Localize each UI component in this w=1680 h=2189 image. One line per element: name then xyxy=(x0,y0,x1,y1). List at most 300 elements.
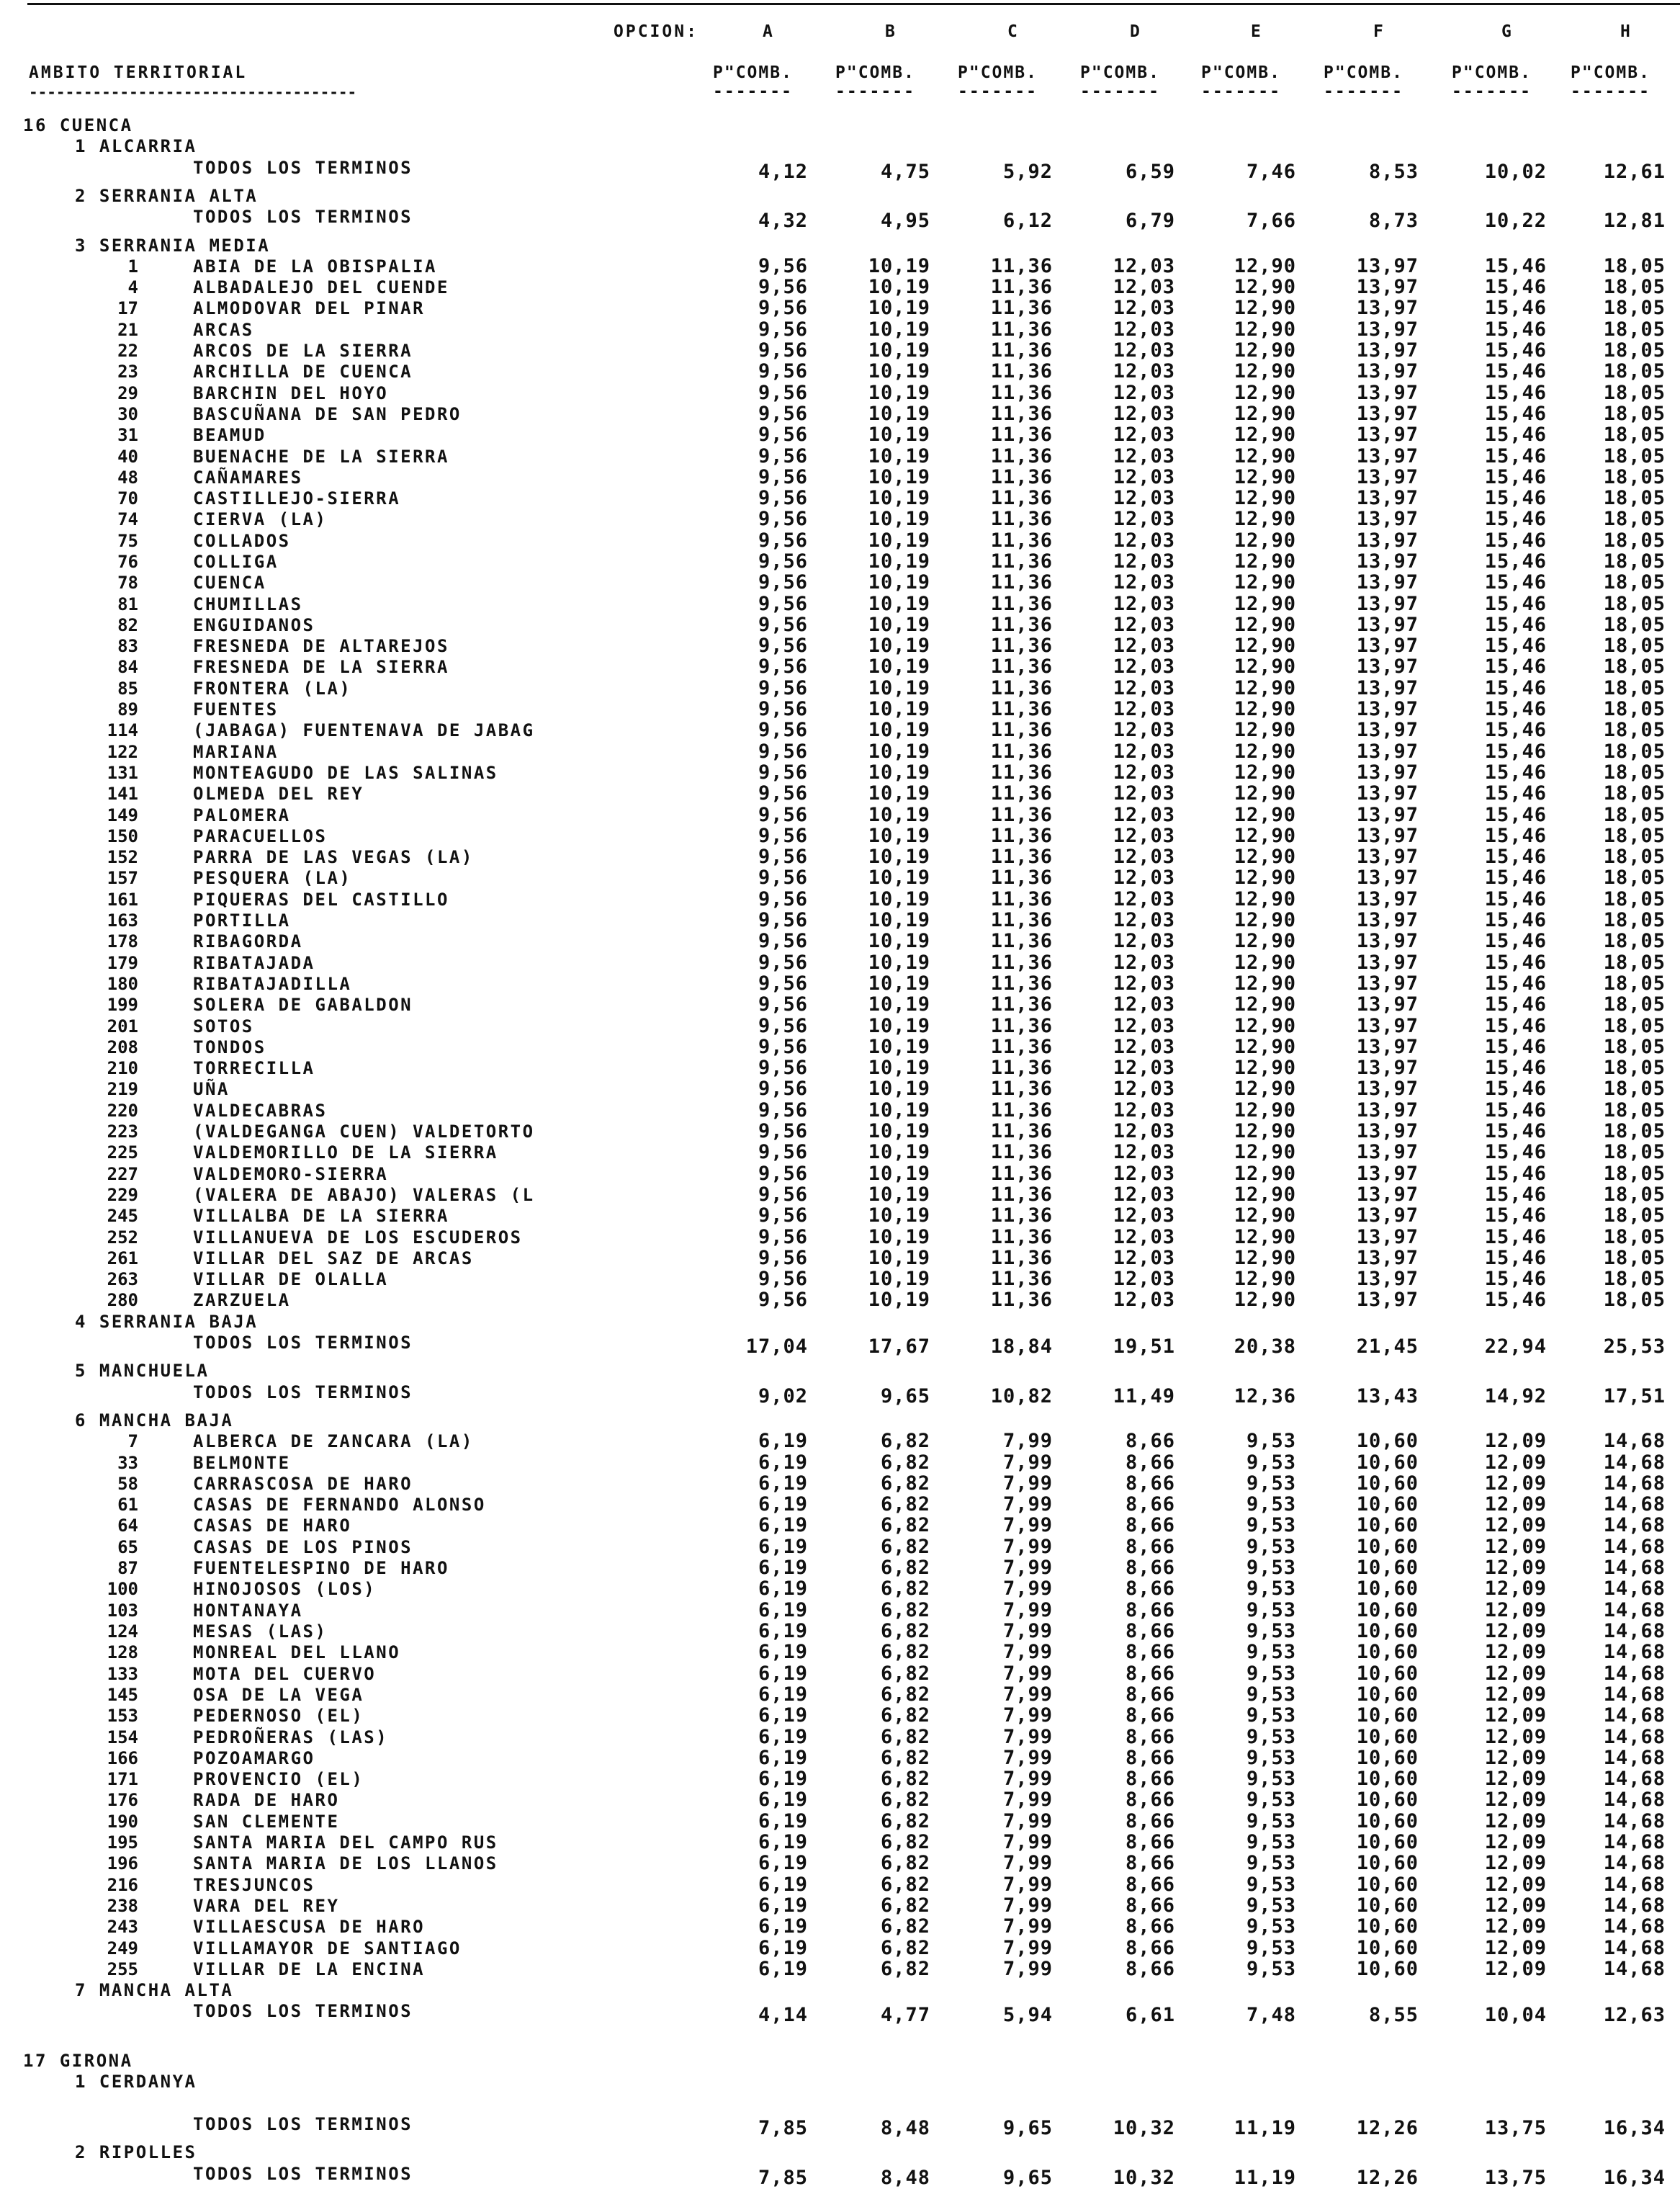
value-cell: 7,99 xyxy=(1002,1599,1053,1621)
province-label: 16 CUENCA xyxy=(23,115,133,135)
value-cell: 12,03 xyxy=(1113,614,1175,636)
value-cell: 14,68 xyxy=(1603,1704,1666,1727)
value-cell: 12,90 xyxy=(1234,972,1296,995)
value-cell: 15,46 xyxy=(1484,1141,1547,1163)
value-cell: 7,99 xyxy=(1002,1641,1053,1663)
value-cell: 12,90 xyxy=(1234,360,1296,382)
value-cell: 10,19 xyxy=(868,571,930,594)
municipio-row xyxy=(0,1537,1680,1559)
municipio-row xyxy=(0,298,1680,320)
option-letter: E xyxy=(1251,22,1263,41)
municipio-row xyxy=(0,657,1680,679)
todos-label: TODOS LOS TERMINOS xyxy=(193,2164,413,2184)
value-cell: 11,36 xyxy=(990,529,1053,552)
value-cell: 18,05 xyxy=(1603,255,1666,277)
comarca-row xyxy=(0,186,1680,207)
column-header: P"COMB. xyxy=(1324,63,1403,82)
value-cell: 12,09 xyxy=(1484,1831,1547,1853)
municipio-name: TORRECILLA xyxy=(193,1058,315,1078)
value-cell: 12,90 xyxy=(1234,930,1296,952)
value-cell: 12,26 xyxy=(1356,2117,1419,2139)
todos-row xyxy=(0,2164,1680,2189)
value-cell: 8,66 xyxy=(1125,1874,1175,1896)
municipio-name: BASCUÑANA DE SAN PEDRO xyxy=(193,404,462,424)
municipio-name: ALBADALEJO DEL CUENDE xyxy=(193,277,449,297)
value-cell: 18,05 xyxy=(1603,424,1666,446)
municipio-name: UÑA xyxy=(193,1079,230,1099)
value-cell: 10,19 xyxy=(868,529,930,552)
value-cell: 12,03 xyxy=(1113,403,1175,425)
column-header: P"COMB. xyxy=(835,63,915,82)
municipio-code: 100 xyxy=(107,1579,138,1599)
option-letter: C xyxy=(1007,22,1020,41)
value-cell: 9,56 xyxy=(758,550,808,573)
value-cell: 10,60 xyxy=(1356,1683,1419,1706)
value-cell: 12,09 xyxy=(1484,1937,1547,1959)
municipio-name: CARRASCOSA DE HARO xyxy=(193,1474,413,1494)
municipio-name: RIBAGORDA xyxy=(193,931,303,952)
column-underline: ------- xyxy=(713,82,793,101)
municipio-row xyxy=(0,1790,1680,1812)
municipio-name: CUENCA xyxy=(193,573,266,593)
value-cell: 18,05 xyxy=(1603,445,1666,467)
value-cell: 6,19 xyxy=(758,1662,808,1685)
value-cell: 18,05 xyxy=(1603,993,1666,1016)
municipio-code: 229 xyxy=(107,1185,138,1205)
value-cell: 14,68 xyxy=(1603,1852,1666,1874)
value-cell: 9,56 xyxy=(758,1015,808,1037)
value-cell: 15,46 xyxy=(1484,571,1547,594)
value-cell: 11,36 xyxy=(990,1226,1053,1248)
municipio-row xyxy=(0,320,1680,341)
value-cell: 9,56 xyxy=(758,1247,808,1269)
value-cell: 12,90 xyxy=(1234,719,1296,741)
value-cell: 13,97 xyxy=(1356,952,1419,974)
value-cell: 14,68 xyxy=(1603,1915,1666,1938)
value-cell: 12,03 xyxy=(1113,360,1175,382)
value-cell: 18,05 xyxy=(1603,655,1666,678)
value-cell: 14,68 xyxy=(1603,1831,1666,1853)
value-cell: 9,56 xyxy=(758,466,808,488)
value-cell: 10,60 xyxy=(1356,1958,1419,1980)
value-cell: 6,19 xyxy=(758,1810,808,1832)
value-cell: 11,36 xyxy=(990,740,1053,763)
value-cell: 13,97 xyxy=(1356,614,1419,636)
value-cell: 9,56 xyxy=(758,255,808,277)
value-cell: 18,05 xyxy=(1603,677,1666,699)
value-cell: 12,26 xyxy=(1356,2167,1419,2189)
value-cell: 9,53 xyxy=(1246,1641,1296,1663)
column-underline: ------- xyxy=(835,82,915,101)
value-cell: 10,19 xyxy=(868,677,930,699)
municipio-row xyxy=(0,509,1680,531)
value-cell: 18,05 xyxy=(1603,339,1666,362)
value-cell: 11,36 xyxy=(990,550,1053,573)
value-cell: 11,36 xyxy=(990,761,1053,784)
value-cell: 6,82 xyxy=(880,1852,930,1874)
municipio-name: PEDROÑERAS (LAS) xyxy=(193,1727,389,1747)
value-cell: 9,56 xyxy=(758,1036,808,1058)
municipio-code: 180 xyxy=(107,974,138,994)
value-cell: 10,19 xyxy=(868,1057,930,1079)
value-cell: 18,05 xyxy=(1603,698,1666,720)
municipio-name: ALBERCA DE ZANCARA (LA) xyxy=(193,1431,474,1451)
value-cell: 15,46 xyxy=(1484,846,1547,868)
municipio-code: 122 xyxy=(107,742,138,762)
value-cell: 9,53 xyxy=(1246,1683,1296,1706)
value-cell: 10,19 xyxy=(868,782,930,805)
value-cell: 8,53 xyxy=(1368,161,1419,183)
municipio-name: BELMONTE xyxy=(193,1453,291,1473)
value-cell: 7,46 xyxy=(1246,161,1296,183)
value-cell: 9,56 xyxy=(758,1141,808,1163)
value-cell: 6,19 xyxy=(758,1789,808,1811)
value-cell: 15,46 xyxy=(1484,952,1547,974)
municipio-row xyxy=(0,868,1680,890)
value-cell: 11,36 xyxy=(990,297,1053,319)
value-cell: 11,19 xyxy=(1234,2167,1296,2189)
value-cell: 8,66 xyxy=(1125,1704,1175,1727)
value-cell: 8,66 xyxy=(1125,1599,1175,1621)
value-cell: 9,56 xyxy=(758,804,808,826)
value-cell: 11,36 xyxy=(990,424,1053,446)
municipio-code: 227 xyxy=(107,1164,138,1184)
value-cell: 11,36 xyxy=(990,1183,1053,1206)
value-cell: 10,19 xyxy=(868,1247,930,1269)
municipio-row xyxy=(0,1164,1680,1186)
value-cell: 10,19 xyxy=(868,867,930,889)
value-cell: 9,53 xyxy=(1246,1472,1296,1495)
value-cell: 12,03 xyxy=(1113,529,1175,552)
municipio-row xyxy=(0,742,1680,764)
value-cell: 11,36 xyxy=(990,1078,1053,1100)
municipio-row xyxy=(0,1290,1680,1312)
value-cell: 12,03 xyxy=(1113,1183,1175,1206)
value-cell: 12,90 xyxy=(1234,445,1296,467)
municipio-row xyxy=(0,931,1680,953)
value-cell: 6,19 xyxy=(758,1768,808,1790)
value-cell: 12,90 xyxy=(1234,655,1296,678)
value-cell: 13,97 xyxy=(1356,318,1419,341)
value-cell: 8,66 xyxy=(1125,1894,1175,1917)
value-cell: 18,05 xyxy=(1603,403,1666,425)
value-cell: 15,46 xyxy=(1484,1204,1547,1227)
value-cell: 12,03 xyxy=(1113,1015,1175,1037)
value-cell: 14,68 xyxy=(1603,1514,1666,1536)
value-cell: 10,19 xyxy=(868,909,930,931)
municipio-code: 178 xyxy=(107,931,138,952)
value-cell: 6,61 xyxy=(1125,2004,1175,2026)
municipio-code: 280 xyxy=(107,1290,138,1310)
value-cell: 10,60 xyxy=(1356,1536,1419,1558)
municipio-row xyxy=(0,1664,1680,1686)
value-cell: 15,46 xyxy=(1484,719,1547,741)
value-cell: 10,60 xyxy=(1356,1620,1419,1642)
column-underline: ------- xyxy=(1080,82,1160,101)
value-cell: 18,05 xyxy=(1603,782,1666,805)
value-cell: 9,53 xyxy=(1246,1620,1296,1642)
value-cell: 12,09 xyxy=(1484,1641,1547,1663)
value-cell: 7,99 xyxy=(1002,1472,1053,1495)
municipio-name: FRONTERA (LA) xyxy=(193,679,352,699)
municipio-row xyxy=(0,953,1680,975)
value-cell: 6,19 xyxy=(758,1641,808,1663)
value-cell: 8,48 xyxy=(880,2117,930,2139)
value-cell: 7,99 xyxy=(1002,1958,1053,1980)
municipio-name: CHUMILLAS xyxy=(193,594,303,614)
value-cell: 18,05 xyxy=(1603,972,1666,995)
value-cell: 15,46 xyxy=(1484,424,1547,446)
value-cell: 12,03 xyxy=(1113,867,1175,889)
value-cell: 12,90 xyxy=(1234,846,1296,868)
value-cell: 13,97 xyxy=(1356,909,1419,931)
value-cell: 11,36 xyxy=(990,255,1053,277)
value-cell: 7,99 xyxy=(1002,1789,1053,1811)
municipio-row xyxy=(0,1058,1680,1080)
municipio-row xyxy=(0,1938,1680,1960)
value-cell: 9,56 xyxy=(758,1226,808,1248)
value-cell: 18,05 xyxy=(1603,360,1666,382)
value-cell: 6,19 xyxy=(758,1451,808,1474)
value-cell: 18,05 xyxy=(1603,1078,1666,1100)
value-cell: 12,03 xyxy=(1113,255,1175,277)
value-cell: 10,60 xyxy=(1356,1894,1419,1917)
value-cell: 12,03 xyxy=(1113,297,1175,319)
value-cell: 9,56 xyxy=(758,297,808,319)
value-cell: 6,19 xyxy=(758,1620,808,1642)
municipio-row xyxy=(0,1558,1680,1580)
value-cell: 10,19 xyxy=(868,403,930,425)
municipio-name: CAÑAMARES xyxy=(193,467,303,488)
municipio-code: 83 xyxy=(117,636,138,656)
municipio-name: VILLALBA DE LA SIERRA xyxy=(193,1206,449,1226)
municipio-code: 76 xyxy=(117,552,138,572)
value-cell: 13,97 xyxy=(1356,719,1419,741)
value-cell: 6,19 xyxy=(758,1514,808,1536)
column-underline: ------- xyxy=(1324,82,1403,101)
value-cell: 9,02 xyxy=(758,1385,808,1407)
municipio-name: HINOJOSOS (LOS) xyxy=(193,1579,377,1599)
value-cell: 8,66 xyxy=(1125,1852,1175,1874)
value-cell: 13,43 xyxy=(1356,1385,1419,1407)
value-cell: 9,53 xyxy=(1246,1915,1296,1938)
municipio-row xyxy=(0,763,1680,784)
value-cell: 12,09 xyxy=(1484,1493,1547,1516)
option-letter: H xyxy=(1620,22,1632,41)
municipio-code: 4 xyxy=(127,277,138,297)
value-cell: 6,12 xyxy=(1002,210,1053,232)
value-cell: 13,97 xyxy=(1356,825,1419,847)
value-cell: 9,53 xyxy=(1246,1937,1296,1959)
value-cell: 9,56 xyxy=(758,782,808,805)
value-cell: 10,19 xyxy=(868,360,930,382)
value-cell: 6,82 xyxy=(880,1747,930,1769)
value-cell: 12,03 xyxy=(1113,846,1175,868)
municipio-name: ENGUIDANOS xyxy=(193,615,315,635)
municipio-name: ARCHILLA DE CUENCA xyxy=(193,362,413,382)
option-letter: F xyxy=(1373,22,1385,41)
municipio-code: 223 xyxy=(107,1122,138,1142)
value-cell: 6,19 xyxy=(758,1683,808,1706)
value-cell: 14,68 xyxy=(1603,1874,1666,1896)
municipio-name: SANTA MARIA DEL CAMPO RUS xyxy=(193,1832,498,1853)
value-cell: 6,19 xyxy=(758,1493,808,1516)
municipio-code: 7 xyxy=(127,1431,138,1451)
municipio-name: PEDERNOSO (EL) xyxy=(193,1706,364,1726)
municipio-name: BUENACHE DE LA SIERRA xyxy=(193,447,449,467)
value-cell: 10,82 xyxy=(990,1385,1053,1407)
value-cell: 10,19 xyxy=(868,655,930,678)
value-cell: 8,48 xyxy=(880,2167,930,2189)
municipio-code: 48 xyxy=(117,467,138,488)
value-cell: 13,97 xyxy=(1356,466,1419,488)
municipio-name: TONDOS xyxy=(193,1037,266,1057)
value-cell: 10,19 xyxy=(868,1120,930,1142)
value-cell: 9,53 xyxy=(1246,1493,1296,1516)
todos-label: TODOS LOS TERMINOS xyxy=(193,158,413,178)
value-cell: 10,22 xyxy=(1484,210,1547,232)
value-cell: 13,97 xyxy=(1356,382,1419,404)
value-cell: 10,32 xyxy=(1113,2167,1175,2189)
value-cell: 6,82 xyxy=(880,1874,930,1896)
municipio-row xyxy=(0,1227,1680,1249)
value-cell: 6,82 xyxy=(880,1577,930,1600)
value-cell: 10,19 xyxy=(868,930,930,952)
value-cell: 10,19 xyxy=(868,508,930,530)
value-cell: 15,46 xyxy=(1484,1268,1547,1290)
value-cell: 6,19 xyxy=(758,1599,808,1621)
municipio-name: ARCOS DE LA SIERRA xyxy=(193,341,413,361)
value-cell: 15,46 xyxy=(1484,593,1547,615)
municipio-name: (VALDEGANGA CUEN) VALDETORTO xyxy=(193,1122,535,1142)
value-cell: 7,66 xyxy=(1246,210,1296,232)
value-cell: 15,46 xyxy=(1484,909,1547,931)
comarca-label: 6 MANCHA BAJA xyxy=(75,1410,234,1431)
value-cell: 11,49 xyxy=(1113,1385,1175,1407)
value-cell: 7,99 xyxy=(1002,1451,1053,1474)
value-cell: 9,53 xyxy=(1246,1577,1296,1600)
value-cell: 10,32 xyxy=(1113,2117,1175,2139)
value-cell: 11,36 xyxy=(990,867,1053,889)
municipio-name: PARACUELLOS xyxy=(193,826,328,846)
value-cell: 12,09 xyxy=(1484,1789,1547,1811)
value-cell: 12,09 xyxy=(1484,1557,1547,1579)
value-cell: 15,46 xyxy=(1484,276,1547,298)
value-cell: 11,36 xyxy=(990,677,1053,699)
value-cell: 10,19 xyxy=(868,972,930,995)
value-cell: 15,46 xyxy=(1484,1036,1547,1058)
value-cell: 18,05 xyxy=(1603,825,1666,847)
value-cell: 18,05 xyxy=(1603,1289,1666,1311)
value-cell: 10,60 xyxy=(1356,1937,1419,1959)
value-cell: 12,03 xyxy=(1113,825,1175,847)
value-cell: 9,56 xyxy=(758,1078,808,1100)
value-cell: 6,19 xyxy=(758,1536,808,1558)
value-cell: 9,56 xyxy=(758,740,808,763)
municipio-code: 21 xyxy=(117,320,138,340)
value-cell: 10,19 xyxy=(868,1141,930,1163)
value-cell: 12,03 xyxy=(1113,740,1175,763)
municipio-name: SAN CLEMENTE xyxy=(193,1812,340,1832)
value-cell: 11,36 xyxy=(990,782,1053,805)
municipio-row xyxy=(0,826,1680,848)
value-cell: 11,36 xyxy=(990,1204,1053,1227)
value-cell: 4,32 xyxy=(758,210,808,232)
value-cell: 18,05 xyxy=(1603,508,1666,530)
value-cell: 12,09 xyxy=(1484,1683,1547,1706)
value-cell: 12,09 xyxy=(1484,1768,1547,1790)
municipio-code: 201 xyxy=(107,1016,138,1037)
value-cell: 10,60 xyxy=(1356,1768,1419,1790)
value-cell: 15,46 xyxy=(1484,318,1547,341)
value-cell: 11,36 xyxy=(990,888,1053,910)
value-cell: 9,56 xyxy=(758,318,808,341)
value-cell: 12,03 xyxy=(1113,972,1175,995)
municipio-row xyxy=(0,573,1680,594)
value-cell: 6,19 xyxy=(758,1958,808,1980)
value-cell: 9,56 xyxy=(758,972,808,995)
option-letter: D xyxy=(1130,22,1142,41)
value-cell: 13,97 xyxy=(1356,508,1419,530)
value-cell: 25,53 xyxy=(1603,1335,1666,1358)
value-cell: 8,66 xyxy=(1125,1915,1175,1938)
value-cell: 13,97 xyxy=(1356,571,1419,594)
municipio-code: 179 xyxy=(107,953,138,973)
value-cell: 10,60 xyxy=(1356,1747,1419,1769)
municipio-code: 161 xyxy=(107,890,138,910)
value-cell: 15,46 xyxy=(1484,1078,1547,1100)
value-cell: 18,05 xyxy=(1603,1015,1666,1037)
municipio-code: 23 xyxy=(117,362,138,382)
value-cell: 12,90 xyxy=(1234,1226,1296,1248)
value-cell: 13,97 xyxy=(1356,761,1419,784)
value-cell: 12,03 xyxy=(1113,339,1175,362)
value-cell: 9,53 xyxy=(1246,1430,1296,1452)
municipio-row xyxy=(0,1896,1680,1917)
value-cell: 14,68 xyxy=(1603,1937,1666,1959)
value-cell: 15,46 xyxy=(1484,804,1547,826)
todos-row xyxy=(0,158,1680,183)
value-cell: 12,03 xyxy=(1113,677,1175,699)
value-cell: 12,09 xyxy=(1484,1874,1547,1896)
municipio-name: RIBATAJADILLA xyxy=(193,974,352,994)
municipio-name: ABIA DE LA OBISPALIA xyxy=(193,256,437,277)
value-cell: 18,05 xyxy=(1603,952,1666,974)
value-cell: 6,82 xyxy=(880,1789,930,1811)
value-cell: 6,19 xyxy=(758,1937,808,1959)
value-cell: 9,56 xyxy=(758,1268,808,1290)
value-cell: 10,19 xyxy=(868,804,930,826)
municipio-code: 31 xyxy=(117,425,138,445)
comarca-row xyxy=(0,1312,1680,1333)
municipio-name: MARIANA xyxy=(193,742,279,762)
value-cell: 12,90 xyxy=(1234,424,1296,446)
comarca-row xyxy=(0,2142,1680,2164)
value-cell: 9,56 xyxy=(758,698,808,720)
value-cell: 10,19 xyxy=(868,1078,930,1100)
value-cell: 9,56 xyxy=(758,571,808,594)
municipio-code: 245 xyxy=(107,1206,138,1226)
municipio-name: OSA DE LA VEGA xyxy=(193,1685,364,1705)
value-cell: 13,97 xyxy=(1356,1226,1419,1248)
value-cell: 14,68 xyxy=(1603,1557,1666,1579)
value-cell: 18,05 xyxy=(1603,593,1666,615)
value-cell: 13,97 xyxy=(1356,529,1419,552)
option-letter: G xyxy=(1501,22,1514,41)
municipio-name: ARCAS xyxy=(193,320,254,340)
value-cell: 6,19 xyxy=(758,1831,808,1853)
comarca-row xyxy=(0,236,1680,257)
